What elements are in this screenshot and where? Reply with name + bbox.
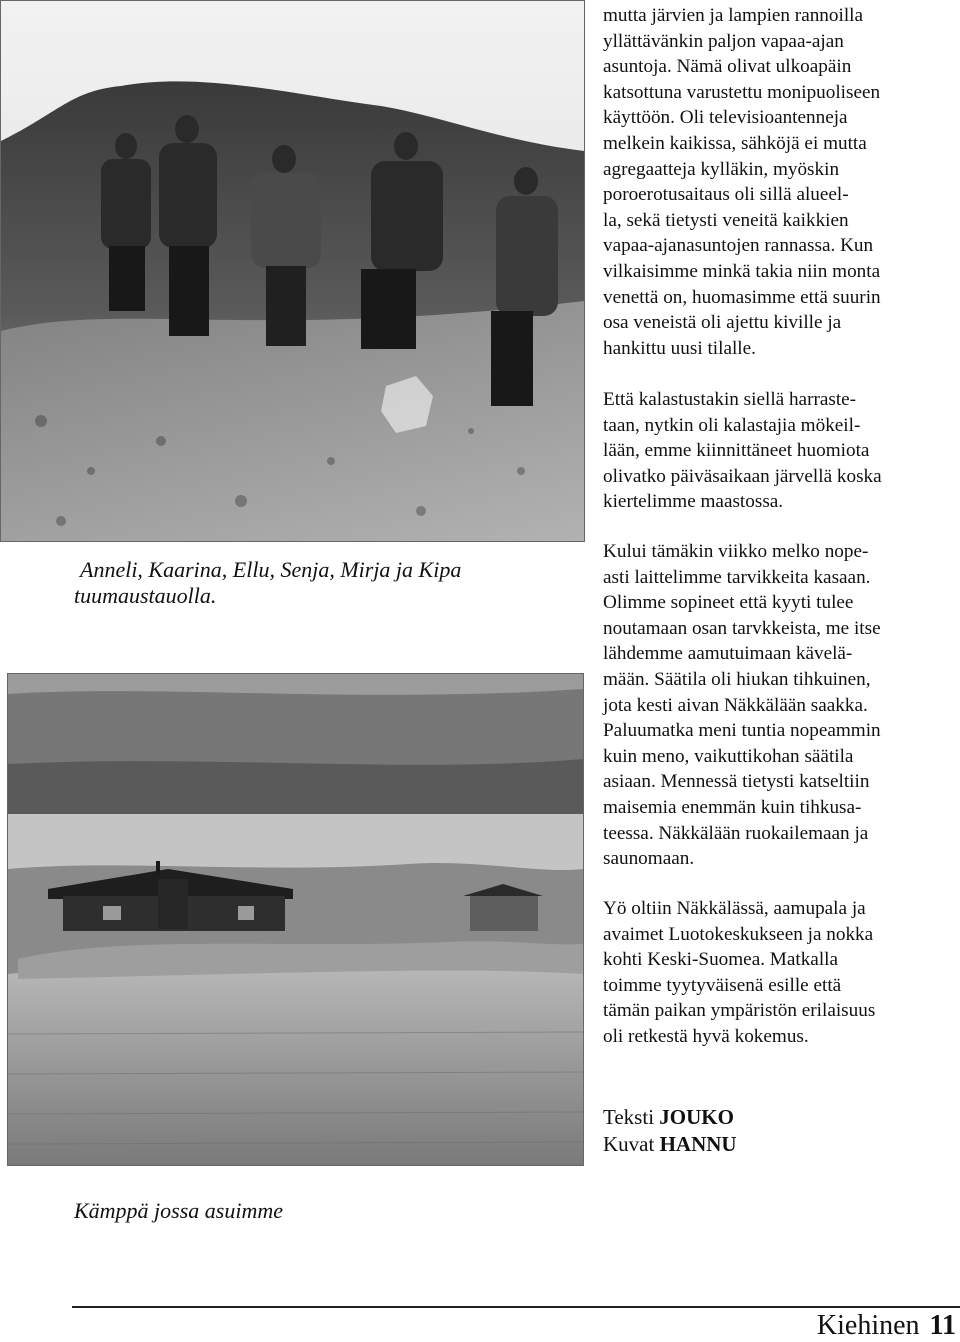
footer-rule [72, 1306, 960, 1308]
group-photo-image [1, 1, 584, 541]
page-number: 11 [929, 1310, 956, 1341]
group-photo [0, 0, 585, 542]
text-credit-author: JOUKO [659, 1105, 734, 1129]
article-paragraph-text: Kului tämäkin viikko melko nope- asti laittelimme tarvikkeita kasaan. Olimme sopineet että kyyti tulee noutamaan osan tarvkkeista, me itse lähdemme aamutuimaan kävelä- mään. Säätila oli hiukan tihkuinen, jota kesti aivan Näkkälään saakka. Paluumatka meni tuntia nopeammin kuin meno, vaikuttikohan säätila asiaan. Mennessä tietysti katseltiin maisemia enemmän kuin tihkusa- teessa. Näkkälään ruokailemaan ja saunomaan. [603, 541, 881, 870]
article-paragraph-text: Yö oltiin Näkkälässä, aamupala ja avaimet Luotokeskukseen ja nokka kohti Keski-Suomea. Matkalla toimme tyytyväisenä esille että tämän paikan ympäristön erilaisuus oli retkestä hyvä kokemus. [603, 898, 876, 1047]
article-paragraph [603, 3, 960, 361]
photo-credit-label: Kuvat [603, 1132, 655, 1156]
publication-name: Kiehinen [816, 1310, 920, 1341]
article-paragraph [603, 896, 960, 1050]
cabin-photo [7, 673, 584, 1166]
photo-credit [603, 1131, 737, 1158]
text-credit [603, 1104, 737, 1131]
photo-credit-author: HANNU [659, 1132, 737, 1156]
article-paragraph [603, 387, 960, 515]
cabin-photo-caption: Kämppä jossa asuimme [74, 1198, 284, 1223]
credits [603, 1104, 737, 1158]
cabin-photo-image [8, 674, 583, 1165]
group-photo-caption: Anneli, Kaarina, Ellu, Senja, Mirja ja Kipa tuumaustauolla. [74, 557, 462, 608]
article-paragraph-text: mutta järvien ja lampien rannoilla yllättävänkin paljon vapaa-ajan asuntoja. Nämä olivat ulkoapäin katsottuna varustettu monipuoliseen käyttöön. Oli televisioantenneja melkein kaikissa, sähköjä ei mutta agregaatteja kylläkin, myöskin poroerotusaitaus oli sillä alueel- la, sekä tietysti veneitä kaikkien vapaa-ajanasuntojen rannassa. Kun vilkaisimme minkä takia niin monta venettä on, huomasimme että suurin osa veneistä oli ajettu kiville ja hankittu uusi tilalle. [603, 5, 881, 359]
article-paragraph [603, 539, 960, 872]
article-paragraph-text: Että kalastustakin siellä harraste- taan, nytkin oli kalastajia mökeil- lään, emme kiinnittäneet huomiota olivatko päiväsaikaan järvellä koska kiertelimme maastossa. [603, 389, 882, 513]
text-credit-label: Teksti [603, 1105, 655, 1129]
page-footer [817, 1310, 956, 1342]
